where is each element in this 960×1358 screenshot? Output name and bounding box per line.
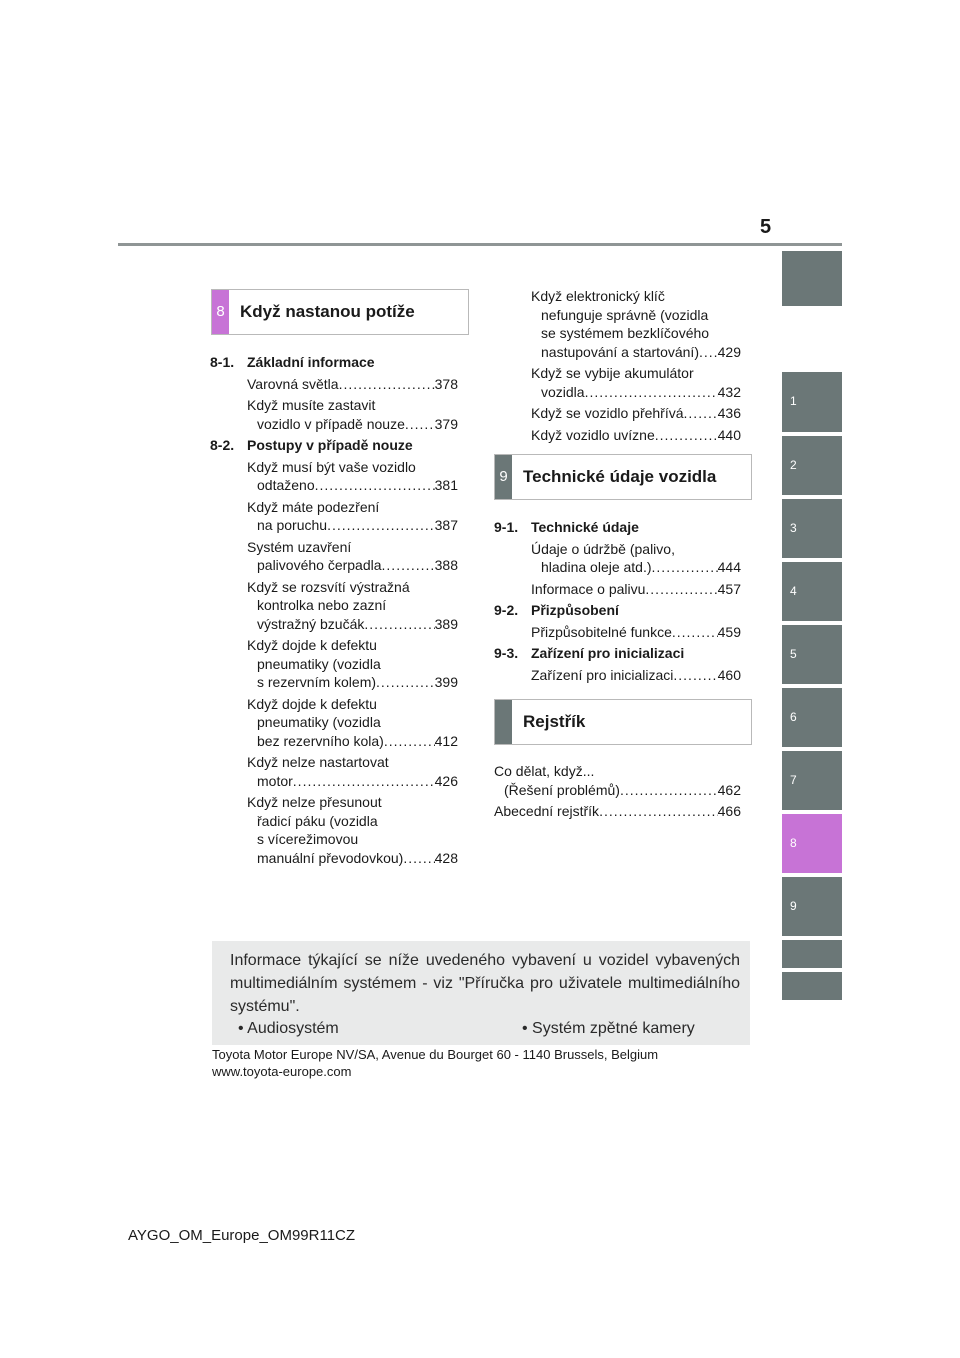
chapter-tab-label: 3 <box>790 521 797 535</box>
footer-address <box>212 1046 750 1080</box>
page-number: 5 <box>760 216 772 238</box>
chapter-tab-end <box>782 972 842 1000</box>
subsection-heading: 8-2. Postupy v případě nouze <box>210 437 413 453</box>
bullet-audio: • Audiosystém <box>238 1020 339 1037</box>
toc-column-left <box>210 353 458 870</box>
index-header <box>494 699 752 745</box>
info-text: Informace týkající se níže uvedeného vybavení u vozidel vybavených multimediálním systémem - viz "Příručka pro uživatele multimediálního systému". <box>230 952 740 1015</box>
chapter-tab-4[interactable] <box>782 562 842 621</box>
toc-entry[interactable]: Varovná světla ..... 378 <box>210 375 458 394</box>
toc-entry[interactable]: Informace o palivu ..... 457 <box>494 580 741 599</box>
toc-column-right <box>494 287 741 447</box>
toc-entry[interactable]: Když nelze přesunout řadicí páku (vozidla s vícerežimovou manuální převodovkou) ..... 428 <box>210 793 458 867</box>
section-number: 8 <box>212 290 229 334</box>
subsection-heading: 9-2. Přizpůsobení <box>494 602 619 618</box>
chapter-tab-1[interactable] <box>782 372 842 432</box>
subsection-heading: 9-3. Zařízení pro inicializaci <box>494 645 685 661</box>
header-rule <box>118 243 842 246</box>
chapter-tab-index[interactable] <box>782 940 842 968</box>
toc-entry[interactable]: Když máte podezření na poruchu ..... 387 <box>210 498 458 535</box>
chapter-tab-label: 6 <box>790 710 797 724</box>
chapter-tab-9[interactable] <box>782 877 842 936</box>
toc-entry[interactable]: Když se rozsvítí výstražná kontrolka nebo zazní výstražný bzučák ..... 389 <box>210 578 458 634</box>
chapter-tab-6[interactable] <box>782 688 842 747</box>
document-code: AYGO_OM_Europe_OM99R11CZ <box>128 1227 356 1244</box>
toc-entry[interactable]: Údaje o údržbě (palivo, hladina oleje atd.) ..... 444 <box>494 540 741 577</box>
toc-entry[interactable]: Když dojde k defektu pneumatiky (vozidla s rezervním kolem) ..... 399 <box>210 636 458 692</box>
toc-entry[interactable]: Přizpůsobitelné funkce ..... 459 <box>494 623 741 642</box>
section-9-header <box>494 454 752 500</box>
toc-entry[interactable]: Abecední rejstřík ..... 466 <box>494 802 741 821</box>
chapter-tab-2[interactable] <box>782 436 842 495</box>
section-marker <box>495 700 512 744</box>
subsection-heading: 9-1. Technické údaje <box>494 519 639 535</box>
section-number: 9 <box>495 455 512 499</box>
toc-entry[interactable]: Když dojde k defektu pneumatiky (vozidla bez rezervního kola) ..... 412 <box>210 695 458 751</box>
toc-entry[interactable]: Když musíte zastavit vozidlo v případě nouze ..... 379 <box>210 396 458 433</box>
chapter-tab-7[interactable] <box>782 751 842 810</box>
subsection-heading: 8-1. Základní informace <box>210 354 375 370</box>
chapter-tab-label: 1 <box>790 394 797 408</box>
chapter-tab-label: 5 <box>790 647 797 661</box>
chapter-tab-label: 7 <box>790 773 797 787</box>
chapter-tab-3[interactable] <box>782 499 842 558</box>
toc-index <box>494 762 741 824</box>
toc-entry[interactable]: Systém uzavření palivového čerpadla ..... 388 <box>210 538 458 575</box>
chapter-tab-label: 4 <box>790 584 797 598</box>
company-url[interactable]: www.toyota-europe.com <box>212 1064 352 1079</box>
toc-section-9 <box>494 518 741 687</box>
chapter-tab-label: 9 <box>790 899 797 913</box>
chapter-tab-top[interactable] <box>782 251 842 306</box>
toc-entry[interactable]: Když musí být vaše vozidlo odtaženo ..... 381 <box>210 458 458 495</box>
bullet-camera: • Systém zpětné kamery <box>522 1020 695 1037</box>
chapter-tab-label: 2 <box>790 458 797 472</box>
section-title: Když nastanou potíže <box>240 302 415 321</box>
chapter-tab-8[interactable] <box>782 814 842 873</box>
info-box <box>212 941 750 1045</box>
section-title: Technické údaje vozidla <box>523 467 717 486</box>
toc-entry[interactable]: Když se vozidlo přehřívá ..... 436 <box>494 404 741 423</box>
toc-entry[interactable]: Když nelze nastartovat motor ..... 426 <box>210 753 458 790</box>
toc-entry[interactable]: Když vozidlo uvízne ..... 440 <box>494 426 741 445</box>
toc-entry[interactable]: Zařízení pro inicializaci ..... 460 <box>494 666 741 685</box>
chapter-tab-5[interactable] <box>782 625 842 684</box>
chapter-tab-label: 8 <box>790 836 797 850</box>
section-title: Rejstřík <box>523 712 586 731</box>
toc-entry[interactable]: Když elektronický klíč nefunguje správně (vozidla se systémem bezklíčového nastupování a startování) ..... 429 <box>494 287 741 361</box>
toc-entry[interactable]: Co dělat, když... (Řešení problémů) ..... 462 <box>494 762 741 799</box>
section-8-header <box>211 289 469 335</box>
toc-entry[interactable]: Když se vybije akumulátor vozidla ..... 432 <box>494 364 741 401</box>
company-address: Toyota Motor Europe NV/SA, Avenue du Bourget 60 - 1140 Brussels, Belgium <box>212 1047 659 1062</box>
